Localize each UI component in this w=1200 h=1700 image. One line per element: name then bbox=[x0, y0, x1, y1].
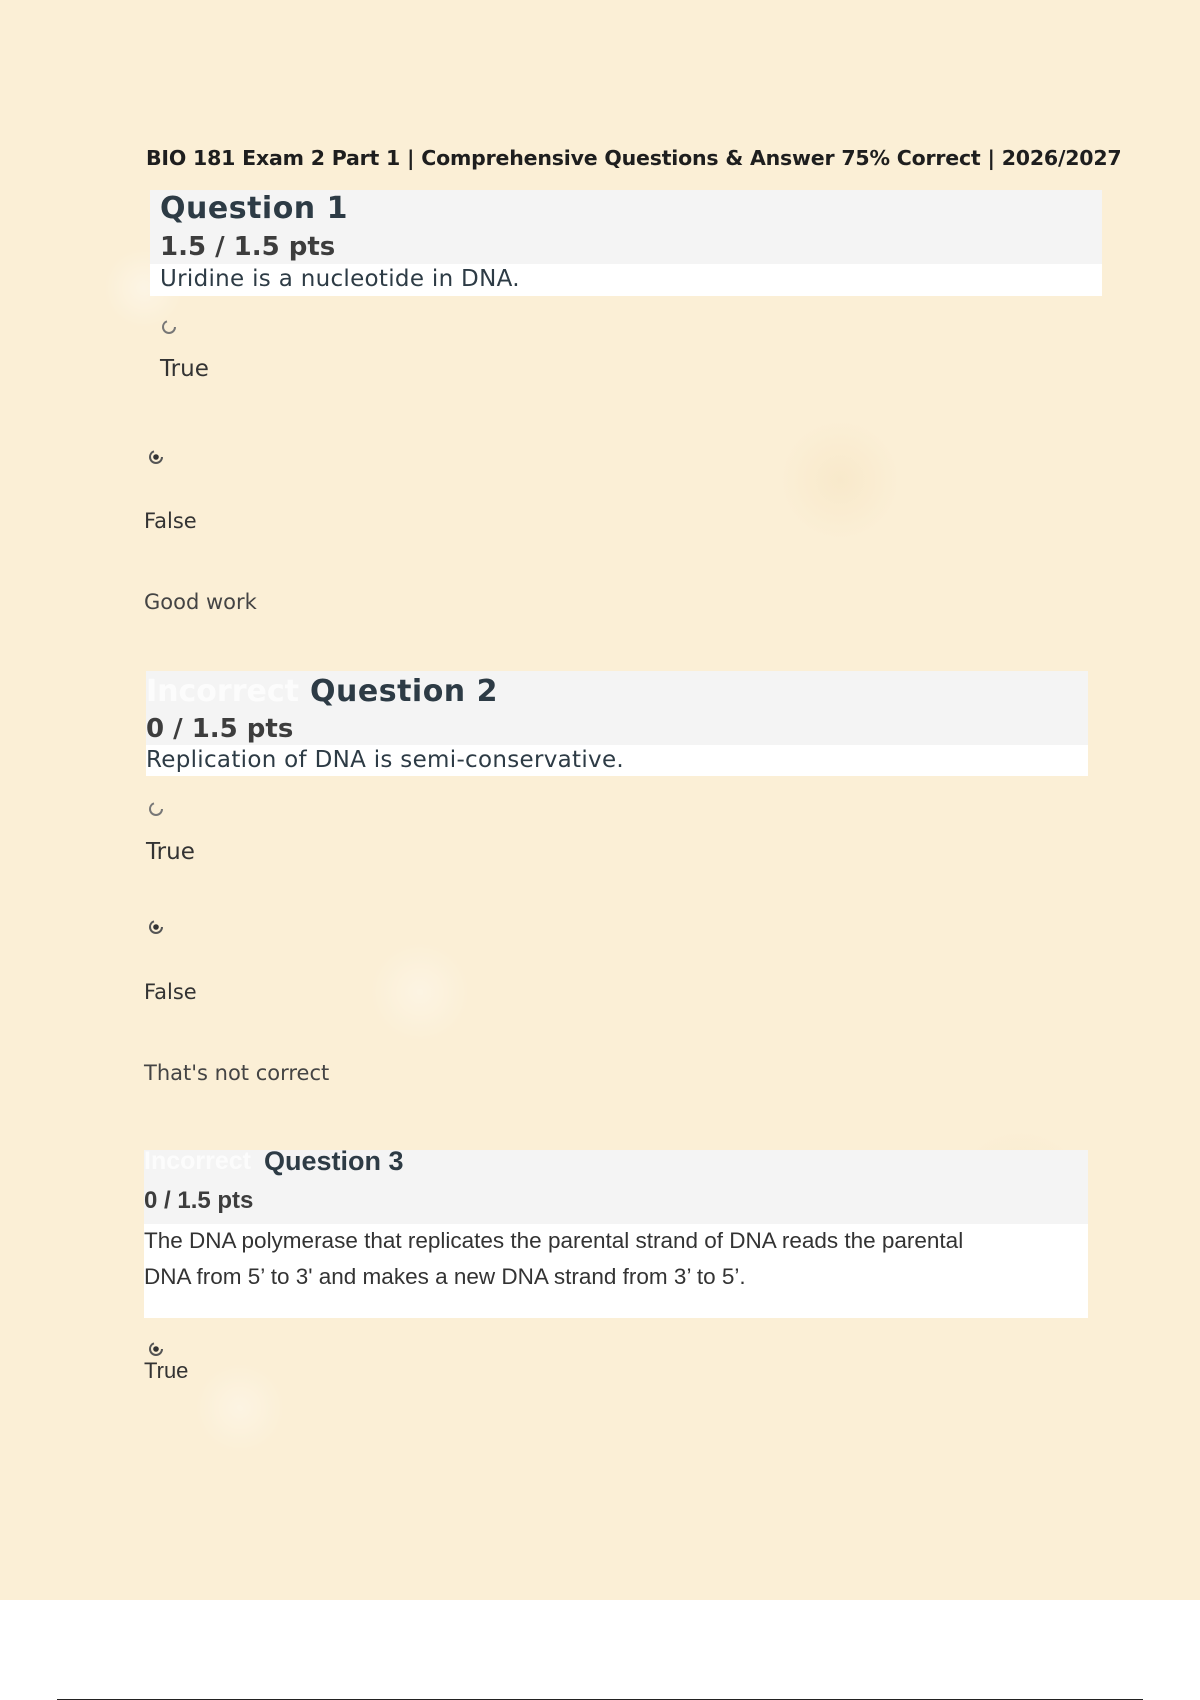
question-2-feedback: That's not correct bbox=[144, 1061, 330, 1085]
question-3-option-true[interactable]: True bbox=[144, 1358, 189, 1383]
question-2-text: Replication of DNA is semi-conservative. bbox=[146, 747, 625, 773]
question-1-text: Uridine is a nucleotide in DNA. bbox=[160, 266, 520, 292]
question-3-text-line-2: DNA from 5’ to 3' and makes a new DNA strand from 3’ to 5’. bbox=[144, 1264, 746, 1289]
question-2-option-true[interactable]: True bbox=[146, 839, 195, 865]
question-3-title: Question 3 bbox=[264, 1146, 404, 1176]
radio-unselected-icon[interactable] bbox=[160, 318, 178, 336]
question-1-option-false[interactable]: False bbox=[144, 509, 197, 533]
question-2-option-false[interactable]: False bbox=[144, 980, 197, 1004]
question-2-points: 0 / 1.5 pts bbox=[146, 714, 294, 744]
document-title: BIO 181 Exam 2 Part 1 | Comprehensive Questions & Answer 75% Correct | 2026/2027 bbox=[146, 146, 1122, 170]
question-2-status: Incorrect bbox=[146, 674, 299, 709]
radio-unselected-icon[interactable] bbox=[147, 800, 165, 818]
radio-selected-icon[interactable] bbox=[147, 918, 165, 936]
question-3-status: Incorrect bbox=[144, 1147, 251, 1175]
question-3-points: 0 / 1.5 pts bbox=[144, 1187, 254, 1214]
question-2-title: Question 2 bbox=[310, 674, 498, 709]
question-1-feedback: Good work bbox=[144, 590, 257, 614]
radio-selected-icon[interactable] bbox=[147, 448, 165, 466]
question-1-title: Question 1 bbox=[160, 191, 348, 226]
question-3-text-line-1: The DNA polymerase that replicates the parental strand of DNA reads the parental bbox=[144, 1228, 964, 1253]
question-1-points: 1.5 / 1.5 pts bbox=[160, 232, 336, 262]
question-1-option-true[interactable]: True bbox=[160, 356, 209, 382]
radio-selected-icon[interactable] bbox=[147, 1340, 165, 1358]
